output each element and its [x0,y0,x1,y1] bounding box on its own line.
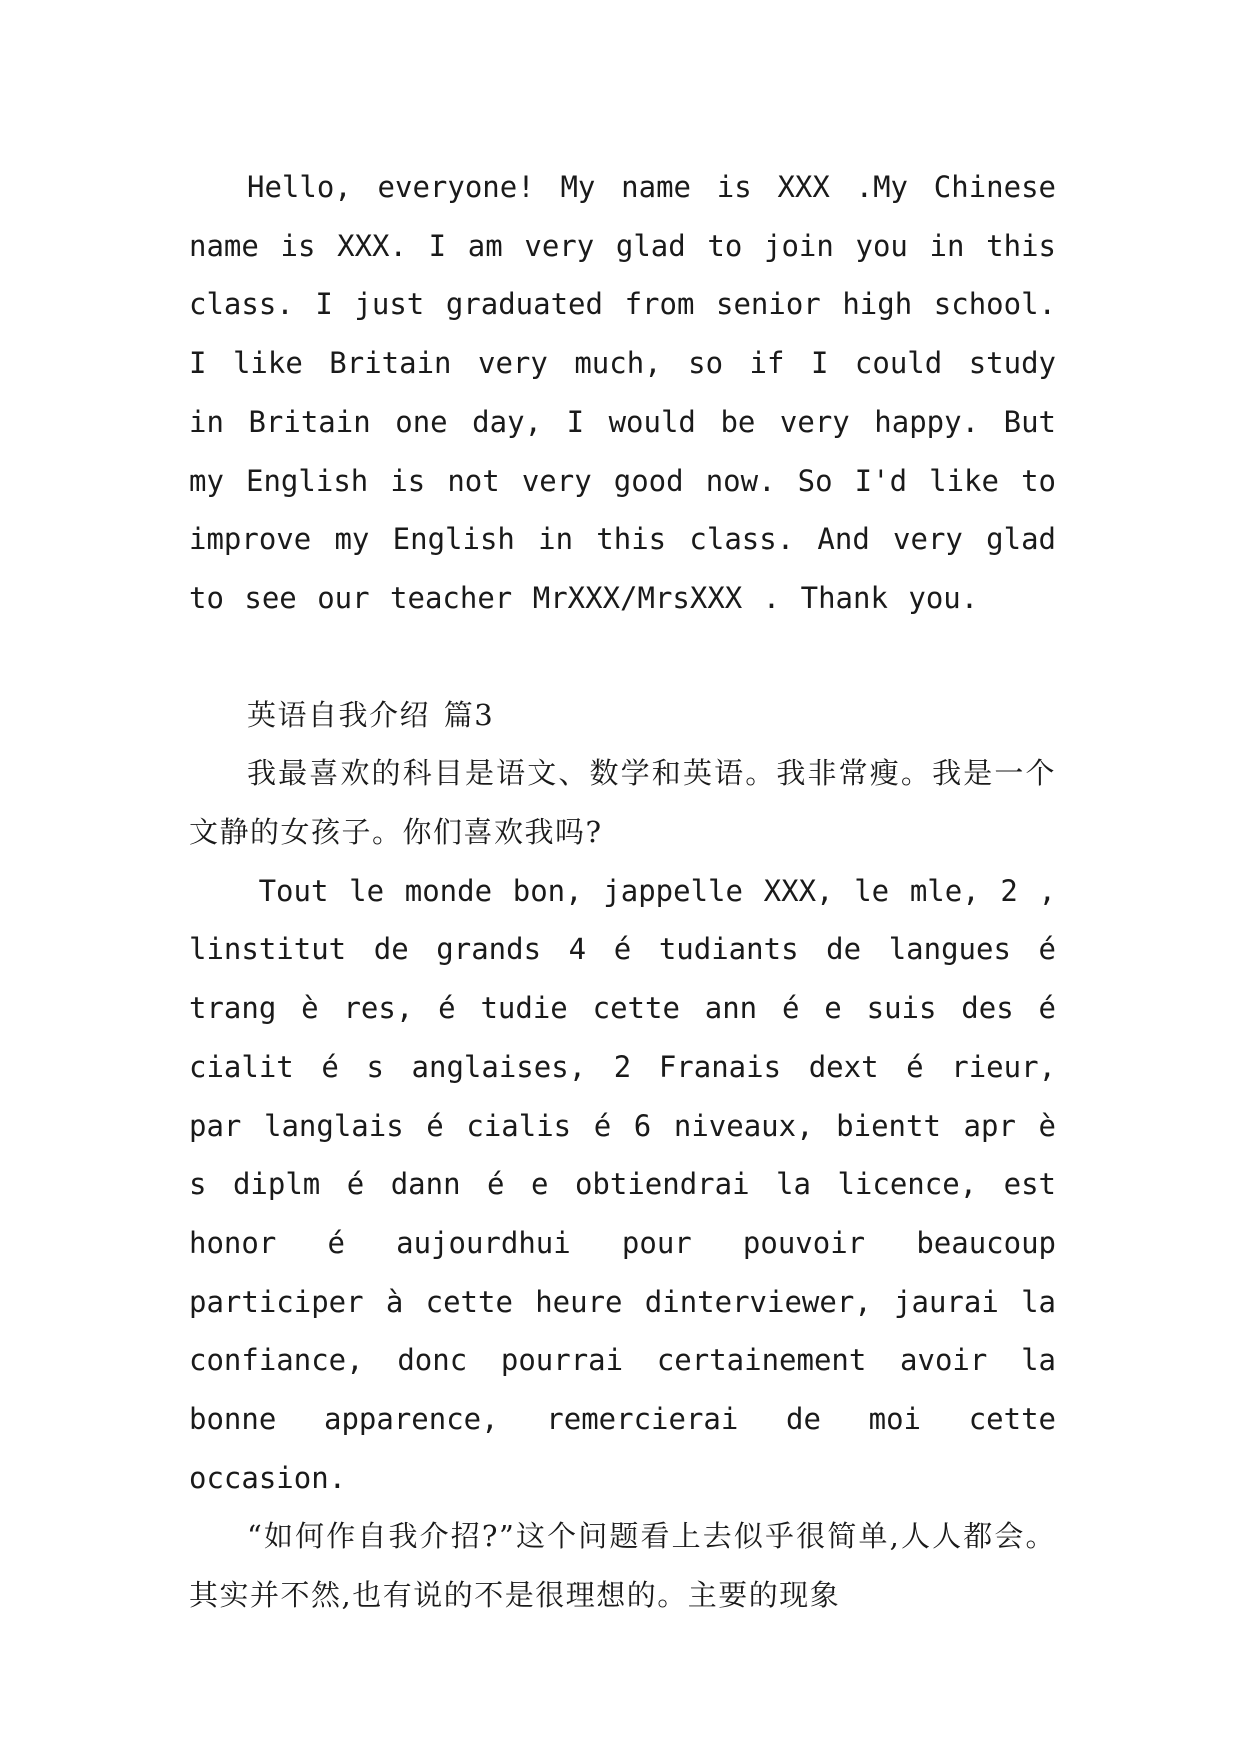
chinese-closing-paragraph: “如何作自我介招?”这个问题看上去似乎很简单,人人都会。其实并不然,也有说的不是很理想的。主要的现象 [189,1519,1056,1613]
english-intro-paragraph: Hello, everyone! My name is XXX .My Chinese name is XXX. I am very glad to join you in this class. I just graduated from senior high school. I like Britain very much, so if I could study in Britain one day, I would be very happy. But my English is not very good now. So I'd like to improve my English in this class. And very glad to see our teacher MrXXX/MrsXXX . Thank you. [189,170,1056,615]
french-intro-paragraph: Tout le monde bon, jappelle XXX, le mle, 2 , linstitut de grands 4 é tudiants de langues é trang è res, é tudie cette ann é e suis des é cialit é s anglaises, 2 Franais dext é rieur, par langlais é cialis é 6 niveaux, bientt apr è s diplm é dann é e obtiendrai la licence, est honor é aujourdhui pour pouvoir beaucoup participer à cette heure dinterviewer, jaurai la confiance, donc pourrai certainement avoir la bonne apparence, remercierai de moi cette occasion. [189,873,1056,1495]
section-heading: 英语自我介绍 篇3 [247,697,495,732]
chinese-paragraph: 我最喜欢的科目是语文、数学和英语。我非常瘦。我是一个文静的女孩子。你们喜欢我吗? [189,756,1056,850]
document-body [189,158,1056,1625]
